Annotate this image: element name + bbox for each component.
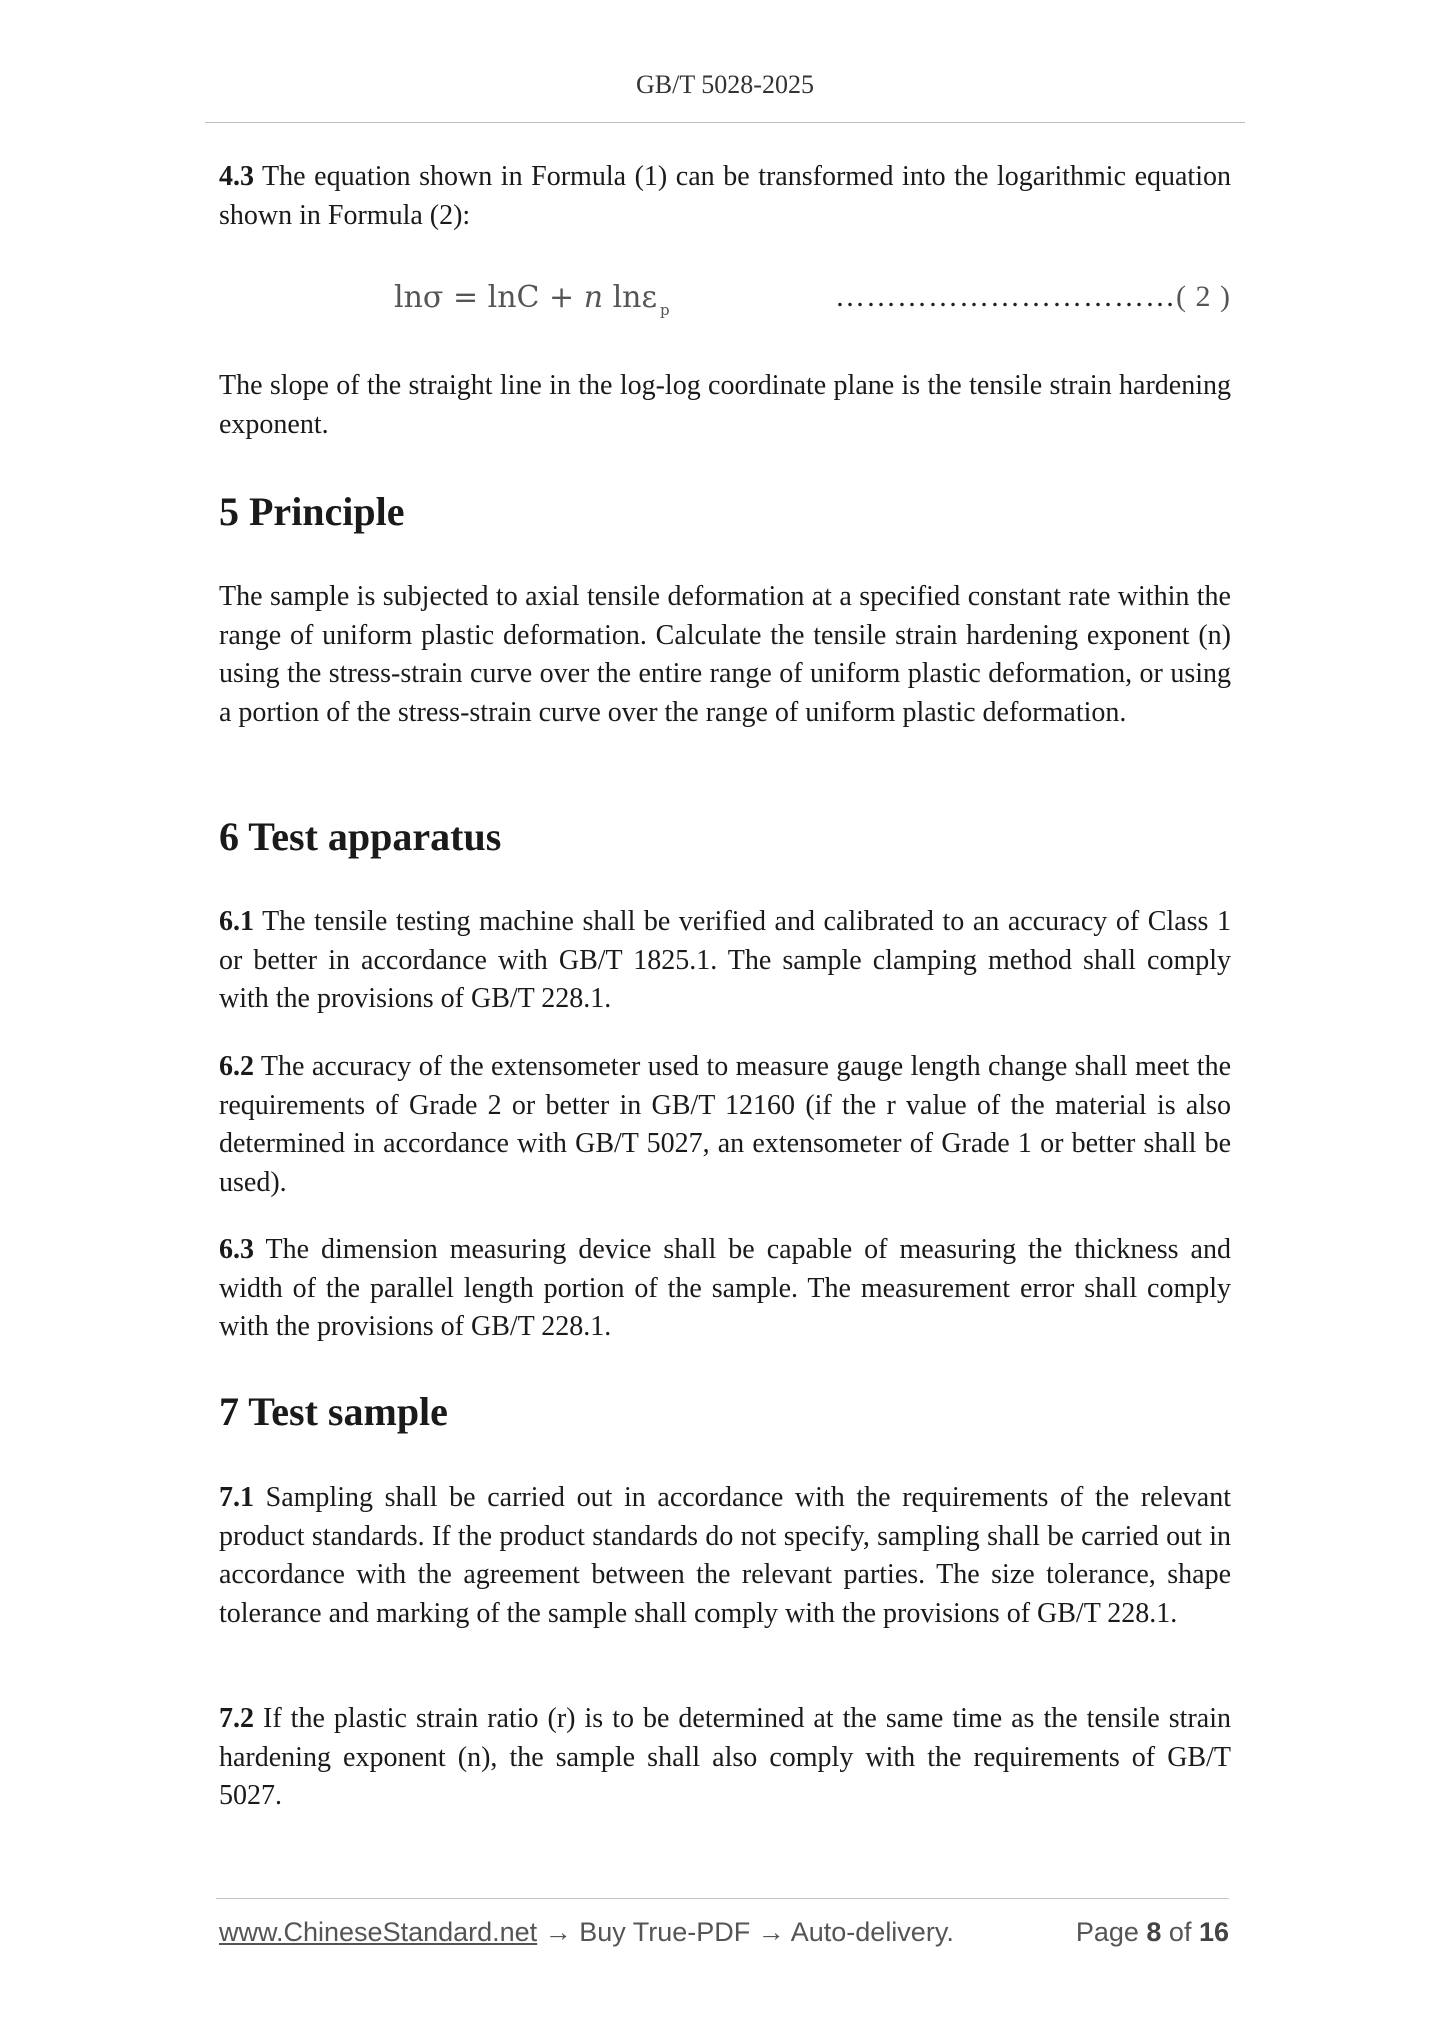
formula-dots: …………………………… (835, 280, 1177, 313)
clause-number: 6.3 (219, 1234, 254, 1265)
formula-term-lnc: lnC (487, 280, 540, 315)
header-divider (205, 122, 1245, 123)
clause-body: The equation shown in Formula (1) can be transformed into the logarithmic equation shown in Formula (2): (219, 161, 1231, 231)
section-7-heading: 7 Test sample (219, 1389, 448, 1434)
formula-2 (219, 280, 1231, 322)
footer-promo-text: → Buy True-PDF → Auto-delivery. (537, 1917, 954, 1947)
formula-plus: + (539, 280, 584, 315)
clause-4-3-continuation (219, 367, 1231, 444)
clause-6-3 (219, 1231, 1231, 1347)
formula-term-ln-sigma: lnσ (394, 280, 444, 315)
clause-7-2 (219, 1700, 1231, 1816)
formula-expression (394, 280, 670, 319)
clause-7-1-text (219, 1479, 1231, 1633)
clause-7-2-text (219, 1700, 1231, 1816)
running-header: GB/T 5028-2025 (636, 70, 814, 99)
section-6-heading: 6 Test apparatus (219, 814, 502, 859)
of-label: of (1161, 1917, 1199, 1947)
clause-6-2 (219, 1048, 1231, 1202)
clause-number: 6.1 (219, 906, 254, 937)
page-footer (219, 1917, 1229, 1953)
formula-leader (835, 280, 1231, 314)
clause-body: If the plastic strain ratio (r) is to be determined at the same time as the tensile strain hardening exponent (n), the sample shall also comply with the requirements of GB/T 5027. (219, 1703, 1231, 1811)
clause-body: The dimension measuring device shall be capable of measuring the thickness and width of the parallel length portion of the sample. The measurement error shall comply with the provisions of GB/T 228.1. (219, 1234, 1231, 1342)
clause-4-3 (219, 158, 1231, 235)
footer-promo (219, 1917, 954, 1948)
clause-6-2-text (219, 1048, 1231, 1202)
clause-body: The tensile testing machine shall be verified and calibrated to an accuracy of Class 1 or better in accordance with GB/T 1825.1. The sample clamping method shall comply with the provisions of GB/T 228.1. (219, 906, 1231, 1014)
clause-6-3-text (219, 1231, 1231, 1347)
clause-6-1 (219, 903, 1231, 1019)
clause-number: 4.3 (219, 161, 254, 192)
clause-number: 6.2 (219, 1051, 254, 1082)
section-5 (219, 488, 1231, 536)
clause-7-1 (219, 1479, 1231, 1633)
principle-paragraph: The sample is subjected to axial tensile deformation at a specified constant rate within the range of uniform plastic deformation. Calculate the tensile strain hardening exponent (n) using the stress-strain curve over the entire range of uniform plastic deformation, or using a portion of the stress-strain curve over the range of uniform plastic deformation. (219, 581, 1231, 728)
page-label: Page (1075, 1917, 1147, 1947)
page-indicator (1076, 1917, 1229, 1948)
formula-equals: = (443, 280, 488, 315)
section-5-body (219, 578, 1231, 732)
clause-number: 7.2 (219, 1703, 254, 1734)
section-5-heading: 5 Principle (219, 489, 405, 534)
section-7 (219, 1388, 1231, 1436)
clause-body: The accuracy of the extensometer used to measure gauge length change shall meet the requirements of Grade 2 or better in GB/T 12160 (if the r value of the material is also determined in accordance with GB/T 5027, an extensometer of Grade 1 or better shall be used). (219, 1051, 1231, 1198)
section-6 (219, 813, 1231, 861)
formula-term-ln-eps: lnε (603, 280, 658, 315)
site-link[interactable]: www.ChineseStandard.net (219, 1917, 538, 1947)
slope-paragraph: The slope of the straight line in the log-log coordinate plane is the tensile strain hardening exponent. (219, 370, 1231, 440)
formula-term-n: n (583, 280, 604, 315)
formula-subscript: p (660, 301, 670, 319)
page-total: 16 (1198, 1917, 1229, 1947)
page-number: 8 (1146, 1917, 1162, 1947)
footer-divider (216, 1898, 1229, 1899)
formula-number: ( 2 ) (1176, 280, 1231, 313)
clause-6-1-text (219, 903, 1231, 1019)
clause-4-3-text (219, 158, 1231, 235)
clause-number: 7.1 (219, 1482, 254, 1513)
clause-body: Sampling shall be carried out in accordance with the requirements of the relevant product standards. If the product standards do not specify, sampling shall be carried out in accordance with the agreement between the relevant parties. The size tolerance, shape tolerance and marking of the sample shall comply with the provisions of GB/T 228.1. (219, 1482, 1231, 1629)
